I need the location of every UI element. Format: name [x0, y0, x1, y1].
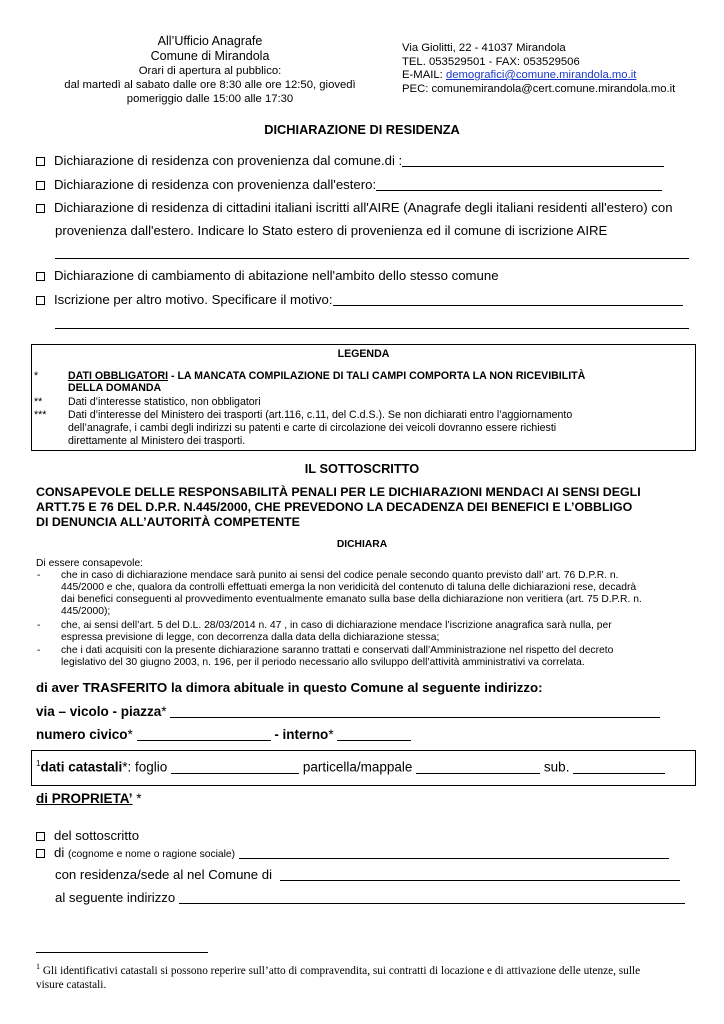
legend-transport-line3: direttamente al Ministero dei trasporti.	[68, 435, 246, 447]
consapevole-block	[36, 485, 641, 530]
legend-title: LEGENDA	[337, 348, 390, 360]
option-label-aire-line1: Dichiarazione di residenza di cittadini italiani iscritti all'AIRE (Anagrafe degli italiani residenti all'estero) con	[54, 200, 673, 215]
interno-required-star: *	[328, 727, 334, 742]
footnote-number: 1	[36, 962, 40, 971]
consapevole-line1: CONSAPEVOLE DELLE RESPONSABILITÀ PENALI PER LE DICHIARAZIONI MENDACI AI SENSI DEGLI	[36, 485, 641, 499]
trasferito-heading: di aver TRASFERITO la dimora abituale in questo Comune al seguente indirizzo:	[36, 680, 543, 695]
option-row-cambio	[36, 268, 499, 283]
legend-required-title: DATI OBBLIGATORI	[68, 370, 169, 382]
legend-mark-required: *	[34, 370, 39, 382]
section-sottoscritto: IL SOTTOSCRITTO	[304, 461, 420, 476]
interno-label: - interno	[270, 727, 329, 742]
option-label-aire-line2: provenienza dall'estero. Indicare lo Stato estero di provenienza ed il comune di iscrizione AIRE	[55, 223, 608, 238]
proprieta-heading	[36, 791, 142, 806]
sub-label: sub.	[543, 759, 570, 775]
particella-input-line[interactable]	[416, 761, 540, 774]
bullet-3-line2: legislativo del 30 giugno 2003, n. 196, per il periodo necessario allo sviluppo dell’attività amministrativi va correlata.	[61, 657, 585, 668]
sub-input-line[interactable]	[573, 761, 665, 774]
contact-phone: TEL. 053529501 - FAX: 053529506	[402, 55, 580, 68]
bullet-2-line2: espressa previsione di legge, con decorrenza dalla data della dichiarazione stessa;	[61, 632, 440, 643]
civico-row	[36, 727, 411, 742]
checkbox-aire[interactable]	[36, 204, 45, 213]
comune-input-line[interactable]	[402, 154, 664, 167]
legend-required-text: - LA MANCATA COMPILAZIONE DI TALI CAMPI COMPORTA LA NON RICEVIBILITÀ	[168, 370, 586, 382]
contact-address: Via Giolitti, 22 - 41037 Mirandola	[402, 42, 566, 54]
estero-input-line[interactable]	[376, 178, 662, 191]
indirizzo-input-line[interactable]	[179, 891, 685, 904]
legend-transport-line1: Dati d’interesse del Ministero dei trasporti (art.116, c.11, del C.d.S.). Se non dichiarati entro l’aggiornamento	[68, 409, 573, 421]
opening-hours-afternoon: pomeriggio dalle 15:00 alle 17:30	[126, 93, 294, 105]
bullet-3-line1: che i dati acquisiti con la presente dichiarazione saranno trattati e conservati dall’Amministrazione nel rispetto del decreto	[61, 645, 614, 656]
via-input-line[interactable]	[170, 705, 660, 718]
option-label-estero: Dichiarazione di residenza con provenienza dall'estero:	[54, 177, 377, 192]
footnote-line1	[36, 960, 691, 978]
option-label-comune: Dichiarazione di residenza con provenienza dal comune.di :	[54, 153, 403, 168]
footnote-line2: visure catastali.	[36, 978, 107, 991]
checkbox-comune[interactable]	[36, 157, 45, 166]
legend-mark-statistic: **	[34, 396, 43, 408]
legend-box	[31, 344, 696, 451]
page-title: DICHIARAZIONE DI RESIDENZA	[264, 122, 460, 137]
option-row-altro	[36, 292, 683, 307]
legend-required	[68, 370, 693, 382]
footnote-text: Gli identificativi catastali si possono reperire sull’atto di compravendita, sui contratti di locazione e di attivazione delle utenze, sulle	[40, 964, 641, 977]
bullet-3-dash: -	[37, 645, 41, 656]
proprieta-label: di PROPRIETA’	[36, 791, 133, 806]
section-dichiara: DICHIARA	[336, 539, 388, 550]
option-row-aire	[36, 200, 673, 215]
dichiara-intro: Di essere consapevole:	[36, 558, 144, 569]
particella-label: particella/mappale	[302, 759, 413, 775]
checkbox-altro[interactable]	[36, 296, 45, 305]
consapevole-line3: DI DENUNCIA ALL’AUTORITÀ COMPETENTE	[36, 515, 300, 529]
checkbox-proprieta-altro[interactable]	[36, 849, 45, 858]
proprieta-name-hint: (cognome e nome o ragione sociale)	[67, 849, 236, 860]
email-link[interactable]: demografici@comune.mirandola.mo.it	[445, 69, 637, 81]
civico-required-star: *	[127, 727, 133, 742]
checkbox-estero[interactable]	[36, 181, 45, 190]
catastali-row	[36, 759, 665, 775]
via-label: via – vicolo - piazza	[36, 704, 162, 719]
opening-hours-days: dal martedì al sabato dalle ore 8:30 alle ore 12:50, giovedì	[64, 79, 356, 91]
email-label: E-MAIL:	[402, 69, 446, 81]
proprieta-row-altro	[36, 845, 669, 860]
contact-pec: PEC: comunemirandola@cert.comune.mirandola.mo.it	[402, 82, 676, 95]
proprieta-row-sottoscritto	[36, 828, 139, 843]
option-label-altro: Iscrizione per altro motivo. Specificare il motivo:	[54, 292, 333, 307]
bullet-1-line3: dai benefici conseguenti al provvedimento eventualmente emanato sulla base della dichiarazione non veritiera (art. 75 D.P.R. n.	[61, 594, 642, 605]
proprieta-name-input-line[interactable]	[239, 846, 669, 859]
residenza-input-line[interactable]	[280, 868, 680, 881]
opening-hours-title: Orari di apertura al pubblico:	[138, 65, 282, 77]
legend-statistic: Dati d’interesse statistico, non obbligatori	[68, 396, 261, 408]
bullet-3	[61, 645, 613, 669]
bullet-1-line4: 445/2000);	[61, 606, 111, 617]
contact-email-row	[402, 69, 675, 83]
checkbox-proprieta-sottoscritto[interactable]	[36, 832, 45, 841]
legend-transport-line2: dell’anagrafe, i cambi degli indirizzi su patenti e carte di circolazione dei veicoli dovranno essere richiesti	[68, 422, 557, 434]
option-row-estero	[36, 177, 662, 192]
bullet-2	[61, 620, 612, 644]
foglio-input-line[interactable]	[171, 761, 299, 774]
indirizzo-label: al seguente indirizzo	[55, 890, 176, 905]
via-required-star: *	[161, 704, 167, 719]
proprieta-di-label: di	[54, 845, 68, 860]
catastali-footnote-ref: 1	[36, 759, 41, 768]
bullet-1-line2: 445/2000 e che, qualora da controlli effettuati emerga la non veridicità del contenuto di taluna delle dichiarazioni rese, decadrà	[61, 582, 637, 593]
indirizzo-row	[55, 890, 685, 905]
municipality-name: Comune di Mirandola	[150, 49, 270, 63]
footnote-separator	[36, 952, 208, 953]
bullet-1	[61, 570, 642, 618]
residenza-label: con residenza/sede al nel Comune di	[55, 867, 272, 882]
aire-input-line[interactable]	[55, 258, 689, 259]
interno-input-line[interactable]	[337, 728, 411, 741]
office-block	[40, 34, 380, 106]
bullet-1-line1: che in caso di dichiarazione mendace sarà punito ai sensi del codice penale secondo quanto previsto dall’ art. 76 D.P.R. n.	[61, 570, 619, 581]
residenza-row	[55, 867, 680, 882]
bullet-1-dash: -	[37, 570, 41, 581]
bullet-2-line1: che, ai sensi dell’art. 5 del D.L. 28/03/2014 n. 47 , in caso di dichiarazione mendace l’iscrizione anagrafica sarà nulla, per	[61, 620, 612, 631]
catastali-required-star: *	[122, 759, 128, 775]
option-label-cambio: Dichiarazione di cambiamento di abitazione nell'ambito dello stesso comune	[54, 268, 499, 283]
catastali-label: dati catastali	[40, 759, 123, 775]
motivo-input-line[interactable]	[333, 293, 683, 306]
numero-civico-label: numero civico	[36, 727, 128, 742]
proprieta-required-star: *	[132, 791, 142, 806]
foglio-label: : foglio	[127, 759, 168, 775]
catastali-box	[31, 750, 696, 786]
option-row-comune	[36, 153, 664, 168]
proprieta-sottoscritto-label: del sottoscritto	[54, 828, 140, 843]
footnote	[36, 960, 691, 992]
bullet-2-dash: -	[37, 620, 41, 631]
consapevole-line2: ARTT.75 E 76 DEL D.P.R. N.445/2000, CHE PREVEDONO LA DECADENZA DEI BENEFICI E L’OBBLIGO	[36, 500, 633, 514]
contact-block	[402, 42, 675, 96]
civico-input-line[interactable]	[137, 728, 271, 741]
checkbox-cambio[interactable]	[36, 272, 45, 281]
motivo-input-line-2[interactable]	[55, 328, 689, 329]
legend-mark-transport: ***	[34, 409, 47, 421]
legend-required-line2: DELLA DOMANDA	[68, 382, 162, 394]
via-row	[36, 704, 660, 719]
office-name: All’Ufficio Anagrafe	[157, 34, 263, 48]
